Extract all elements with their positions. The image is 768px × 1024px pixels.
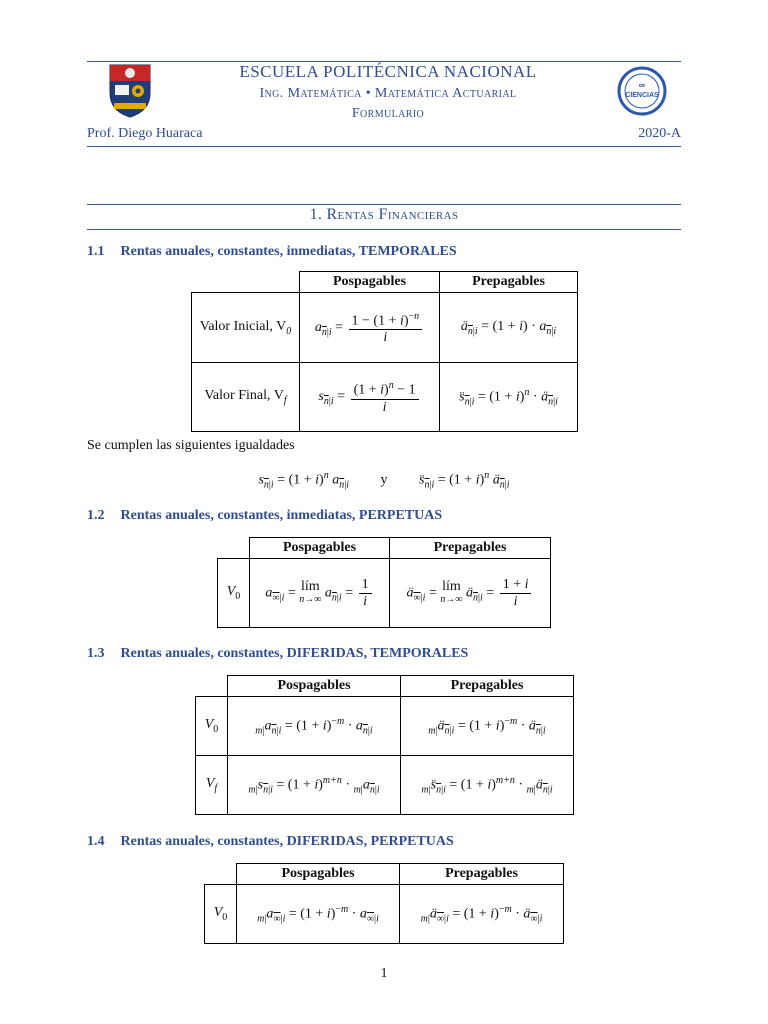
formula-a-inf-i: $a_{\infty|i}$ = lím n→∞ $a_{\overline{n}|i}$ = $\frac{1}{i}$	[250, 559, 390, 628]
paragraph-igualdades: Se cumplen las siguientes igualdades	[87, 438, 295, 453]
term-label: 2020-A	[638, 126, 681, 141]
header-pospagables: Pospagables	[250, 538, 390, 559]
header-pospagables: Pospagables	[228, 676, 401, 697]
svg-text:∞: ∞	[638, 80, 646, 90]
formula-s-dot-n-i: $s̈_{\overline{n}|i} = (1 + i)^n$ · $ä_{\overline{n}|i}$	[440, 363, 578, 432]
subsection-1-3	[87, 646, 468, 662]
subsection-title: Rentas anuales, constantes, inmediatas, TEMPORALES	[120, 244, 457, 259]
table-diferidas-perpetuas	[204, 863, 564, 944]
formula-deferred-a-inf: $_{m|}a_{\infty|i} = (1 + i)^{-m} \cdot a_{\infty|i}$	[237, 885, 400, 944]
institution-title: ESCUELA POLITÉCNICA NACIONAL	[239, 62, 537, 81]
page-number: 1	[380, 966, 388, 981]
row-label-vf: $V_f$	[196, 756, 228, 815]
subsection-number: 1.4	[87, 834, 105, 849]
ciencias-seal-icon	[617, 66, 667, 116]
epn-crest-icon	[106, 63, 154, 119]
header-prepagables: Prepagables	[440, 272, 578, 293]
subsection-1-4	[87, 834, 454, 850]
subsection-number: 1.1	[87, 244, 105, 259]
row-label-v0: $V_0$	[196, 697, 228, 756]
formula-deferred-a-dot: $_{m|}ä_{\overline{n}|i} = (1 + i)^{-m}$ · $ä_{\overline{n}|i}$	[401, 697, 574, 756]
equation-igualdades: $s_{\overline{n}|i} = (1 + i)^n$ $a_{\overline{n}|i}$ y $s̈_{\overline{n}|i} = (1 + i)^n$ $ä_{\overline{n}|i}$	[258, 470, 510, 491]
table-temporales-inmediatas	[191, 271, 578, 432]
header-pospagables: Pospagables	[300, 272, 440, 293]
row-label-valor-final: Valor Final, $V_f$	[192, 363, 300, 432]
table-diferidas-temporales	[195, 675, 574, 815]
row-label-v0: $V_0$	[205, 885, 237, 944]
row-label-valor-inicial: Valor Inicial, $V_0$	[192, 293, 300, 363]
subsection-1-2	[87, 508, 442, 524]
section-number: 1.	[309, 206, 323, 223]
subsection-title: Rentas anuales, constantes, inmediatas, PERPETUAS	[120, 508, 443, 523]
section-bottom-rule	[87, 229, 681, 230]
seal-text: CIENCIAS	[625, 92, 659, 99]
formula-deferred-s: $_{m|}s_{\overline{n}|i} = (1 + i)^{m+n} \cdot _{m|}a_{\overline{n}|i}$	[228, 756, 401, 815]
subsection-title: Rentas anuales, constantes, DIFERIDAS, TEMPORALES	[120, 646, 469, 661]
subsection-number: 1.2	[87, 508, 105, 523]
formula-deferred-a: $_{m|}a_{\overline{n}|i} = (1 + i)^{-m} \cdot a_{\overline{n}|i}$	[228, 697, 401, 756]
header-prepagables: Prepagables	[401, 676, 574, 697]
formula-deferred-a-dot-inf: $_{m|}ä_{\infty|i} = (1 + i)^{-m}$ · $ä_{\infty|i}$	[400, 885, 564, 944]
subsection-1-1	[87, 244, 457, 260]
header-prepagables: Prepagables	[400, 864, 564, 885]
subsection-title: Rentas anuales, constantes, DIFERIDAS, PERPETUAS	[120, 834, 454, 849]
subsection-number: 1.3	[87, 646, 105, 661]
header-bottom-rule	[87, 146, 681, 147]
formula-deferred-s-dot: $_{m|}s̈_{\overline{n}|i} = (1 + i)^{m+n}$ · $_{m|}ä_{\overline{n}|i}$	[401, 756, 574, 815]
formula-a-n-i: $a_{\overline{n}|i}$ = $\frac{1 - (1 + i)^{-n}}{i}$	[300, 293, 440, 363]
formula-a-dot-inf-i: $ä_{\infty|i}$ = lím n→∞ $ä_{\overline{n}|i}$ = $\frac{1 + i}{i}$	[390, 559, 551, 628]
connector-y: y	[380, 472, 388, 488]
table-perpetuas-inmediatas	[217, 537, 551, 628]
programs-line: Ing. Matemática • Matemática Actuarial	[259, 86, 517, 101]
header-prepagables: Prepagables	[390, 538, 551, 559]
header-pospagables: Pospagables	[237, 864, 400, 885]
section-top-rule	[87, 204, 681, 205]
doc-type: Formulario	[351, 106, 425, 121]
section-title	[87, 206, 681, 224]
section-name: Rentas Financieras	[326, 206, 459, 223]
formula-s-n-i: $s_{\overline{n}|i}$ = $\frac{(1 + i)^n - 1}{i}$	[300, 363, 440, 432]
professor-name: Prof. Diego Huaraca	[87, 126, 203, 141]
row-label-v0: $V_0$	[218, 559, 250, 628]
formula-a-dot-n-i: $ä_{\overline{n}|i} = (1 + i) \cdot a_{\overline{n}|i}$	[440, 293, 578, 363]
